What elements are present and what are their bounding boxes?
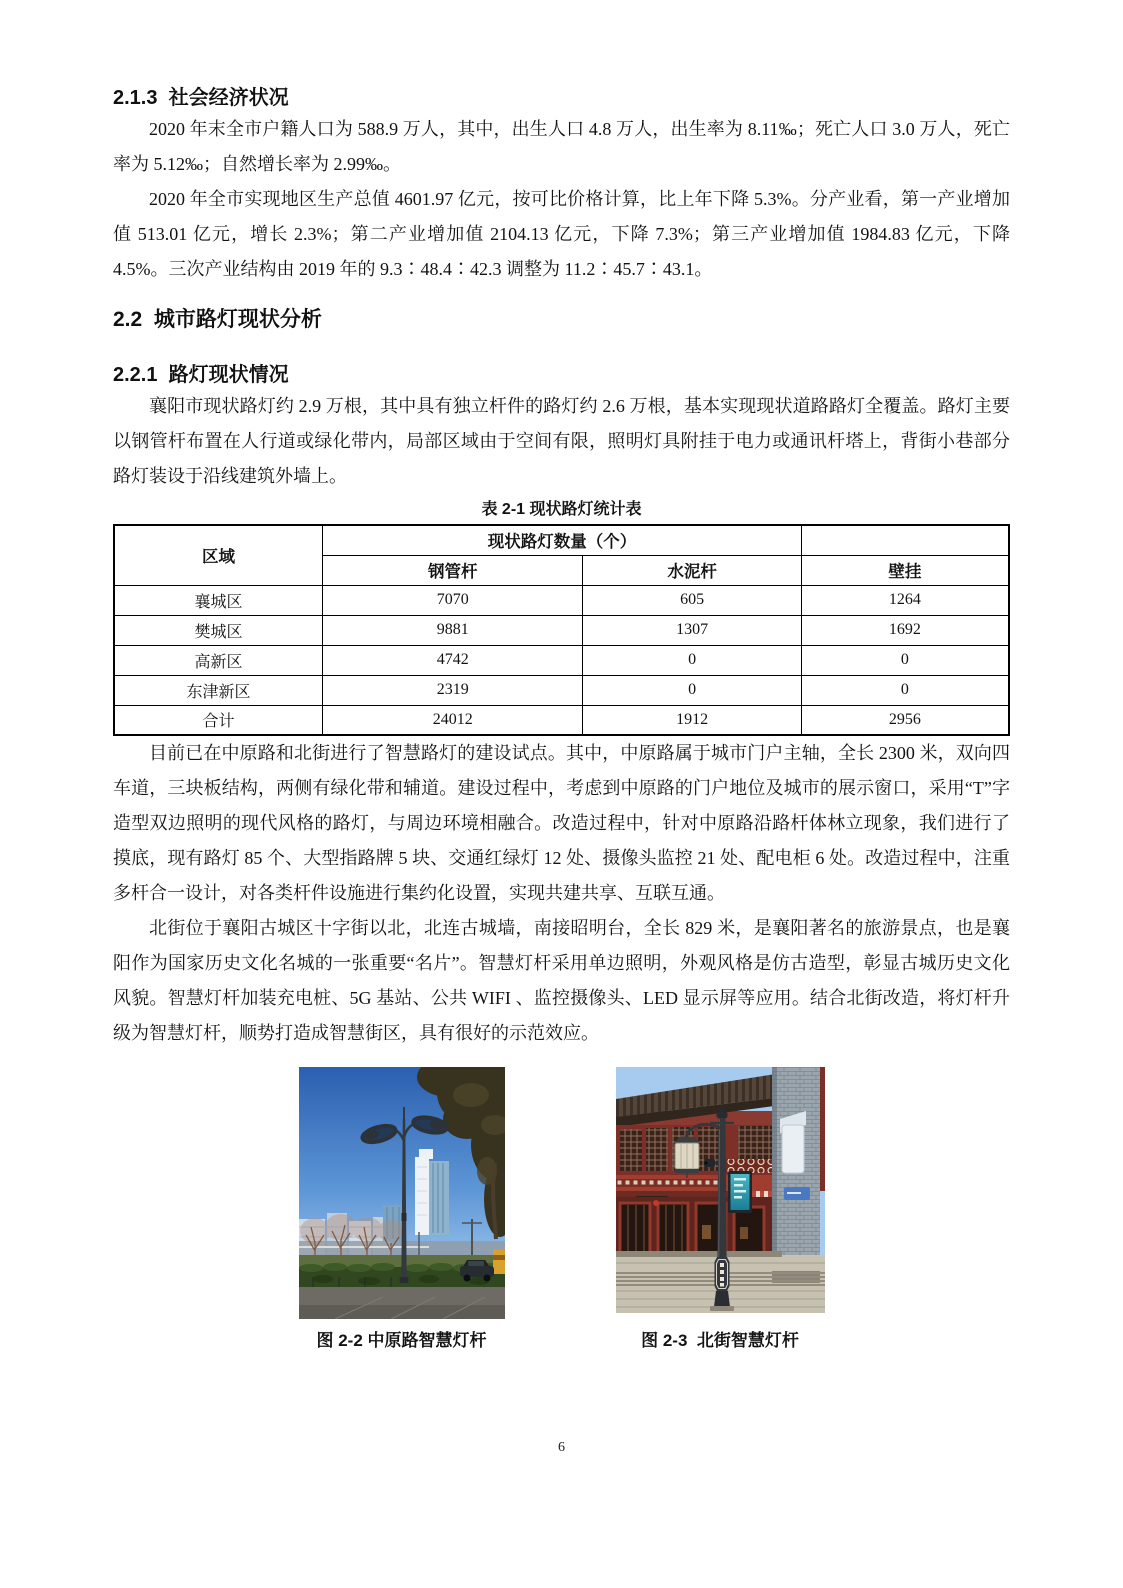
cell-value: 2956 bbox=[801, 705, 1009, 735]
paragraph-gdp: 2020 年全市实现地区生产总值 4601.97 亿元，按可比价格计算，比上年下降 5.3%。分产业看，第一产业增加值 513.01 亿元，增长 2.3%；第二产业增加值 2104.13 亿元，下降 7.3%；第三产业增加值 1984.83 亿元，下降 4.5%。三次产业结构由 2019 年的 9.3∶48.4∶42.3 调整为 11.2∶45.7∶43.1。 bbox=[113, 189, 1010, 279]
photo-zhongyuan-street-scene bbox=[299, 1067, 505, 1319]
cell-value: 24012 bbox=[323, 705, 583, 735]
paragraph-beijie-street: 北街位于襄阳古城区十字街以北，北连古城墙，南接昭明台，全长 829 米，是襄阳著名的旅游景点，也是襄阳作为国家历史文化名城的一张重要“名片”。智慧灯杆采用单边照明，外观风格是仿古造型，彰显古城历史文化风貌。智慧灯杆加装充电桩、5G 基站、公共 WIFI 、监控摄像头、LED 显示屏等应用。结合北街改造，将灯杆升级为智慧灯杆，顺势打造成智慧街区，具有很好的示范效应。 bbox=[113, 918, 1010, 1043]
page-number: 6 bbox=[558, 1440, 565, 1455]
col-header-group: 现状路灯数量（个） bbox=[323, 525, 802, 555]
page-content bbox=[113, 0, 1010, 1353]
hanging-lantern bbox=[675, 1135, 699, 1178]
cell-value: 0 bbox=[801, 675, 1009, 705]
led-display-screen bbox=[728, 1171, 752, 1213]
col-header-steel-pole: 钢管杆 bbox=[323, 555, 583, 585]
heading-2-2: 2.2 城市路灯现状分析 bbox=[113, 308, 322, 331]
figure-caption-zhongyuan: 图 2-2 中原路智慧灯杆 bbox=[316, 1331, 487, 1350]
cell-value: 0 bbox=[583, 645, 801, 675]
col-header-region: 区域 bbox=[114, 525, 323, 585]
table-row bbox=[114, 585, 1009, 615]
col-header-cement-pole: 水泥杆 bbox=[583, 555, 801, 585]
yellow-bus bbox=[493, 1250, 505, 1274]
cell-value: 2319 bbox=[323, 675, 583, 705]
table-row bbox=[114, 675, 1009, 705]
table-row bbox=[114, 615, 1009, 645]
cell-region: 合计 bbox=[114, 705, 323, 735]
paragraph-zhongyuan-road: 目前已在中原路和北街进行了智慧路灯的建设试点。其中，中原路属于城市门户主轴，全长 2300 米，双向四车道，三块板结构，两侧有绿化带和辅道。建设过程中，考虑到中原路的门户地位及城市的展示窗口，采用“T”字造型双边照明的现代风格的路灯，与周边环境相融合。改造过程中，针对中原路沿路杆体林立现象，我们进行了摸底，现有路灯 85 个、大型指路牌 5 块、交通红绿灯 12 处、摄像头监控 21 处、配电柜 6 处。改造过程中，注重多杆合一设计，对各类杆件设施进行集约化设置，实现共建共享、互联互通。 bbox=[113, 743, 1010, 903]
table-row-total bbox=[114, 705, 1009, 735]
cell-value: 1912 bbox=[583, 705, 801, 735]
tall-office-tower bbox=[415, 1149, 449, 1235]
cell-value: 0 bbox=[801, 645, 1009, 675]
cell-value: 0 bbox=[583, 675, 801, 705]
table-header-row bbox=[114, 525, 1009, 555]
red-lantern bbox=[653, 1200, 659, 1206]
cell-region: 樊城区 bbox=[114, 615, 323, 645]
cell-value: 605 bbox=[583, 585, 801, 615]
figure-row bbox=[113, 1067, 1010, 1353]
cell-region: 东津新区 bbox=[114, 675, 323, 705]
pole-base bbox=[714, 1291, 730, 1307]
cell-value: 9881 bbox=[323, 615, 583, 645]
cell-value: 1264 bbox=[801, 585, 1009, 615]
paragraph-lamp-status: 襄阳市现状路灯约 2.9 万根，其中具有独立杆件的路灯约 2.6 万根，基本实现现状道路路灯全覆盖。路灯主要以钢管杆布置在人行道或绿化带内，局部区域由于空间有限，照明灯具附挂于电力或通讯杆塔上，背街小巷部分路灯装设于沿线建筑外墙上。 bbox=[113, 396, 1010, 486]
lamp-statistics-table bbox=[113, 524, 1010, 736]
figure-beijie-smart-pole bbox=[616, 1067, 825, 1353]
cell-value: 1692 bbox=[801, 615, 1009, 645]
table-caption: 表 2-1 现状路灯统计表 bbox=[481, 501, 642, 518]
heading-2-1-3: 2.1.3 社会经济状况 bbox=[113, 87, 289, 109]
pole-sign-plate bbox=[714, 1257, 729, 1291]
cell-value: 7070 bbox=[323, 585, 583, 615]
table-row bbox=[114, 645, 1009, 675]
heading-2-2-1: 2.2.1 路灯现状情况 bbox=[113, 364, 289, 386]
paragraph-population: 2020 年末全市户籍人口为 588.9 万人，其中，出生人口 4.8 万人，出生率为 8.11‰；死亡人口 3.0 万人，死亡率为 5.12‰；自然增长率为 2.99‰。 bbox=[113, 119, 1010, 174]
photo-beijie-street-scene bbox=[616, 1067, 825, 1313]
figure-zhongyuan-smart-pole bbox=[299, 1067, 505, 1353]
cell-value: 1307 bbox=[583, 615, 801, 645]
road-pavement bbox=[299, 1287, 505, 1319]
cell-region: 高新区 bbox=[114, 645, 323, 675]
grey-brick-column bbox=[772, 1067, 825, 1279]
figure-caption-beijie: 图 2-3 北街智慧灯杆 bbox=[641, 1331, 799, 1350]
cell-value: 4742 bbox=[323, 645, 583, 675]
cell-region: 襄城区 bbox=[114, 585, 323, 615]
col-header-empty bbox=[801, 525, 1009, 555]
col-header-wall-mounted: 壁挂 bbox=[801, 555, 1009, 585]
